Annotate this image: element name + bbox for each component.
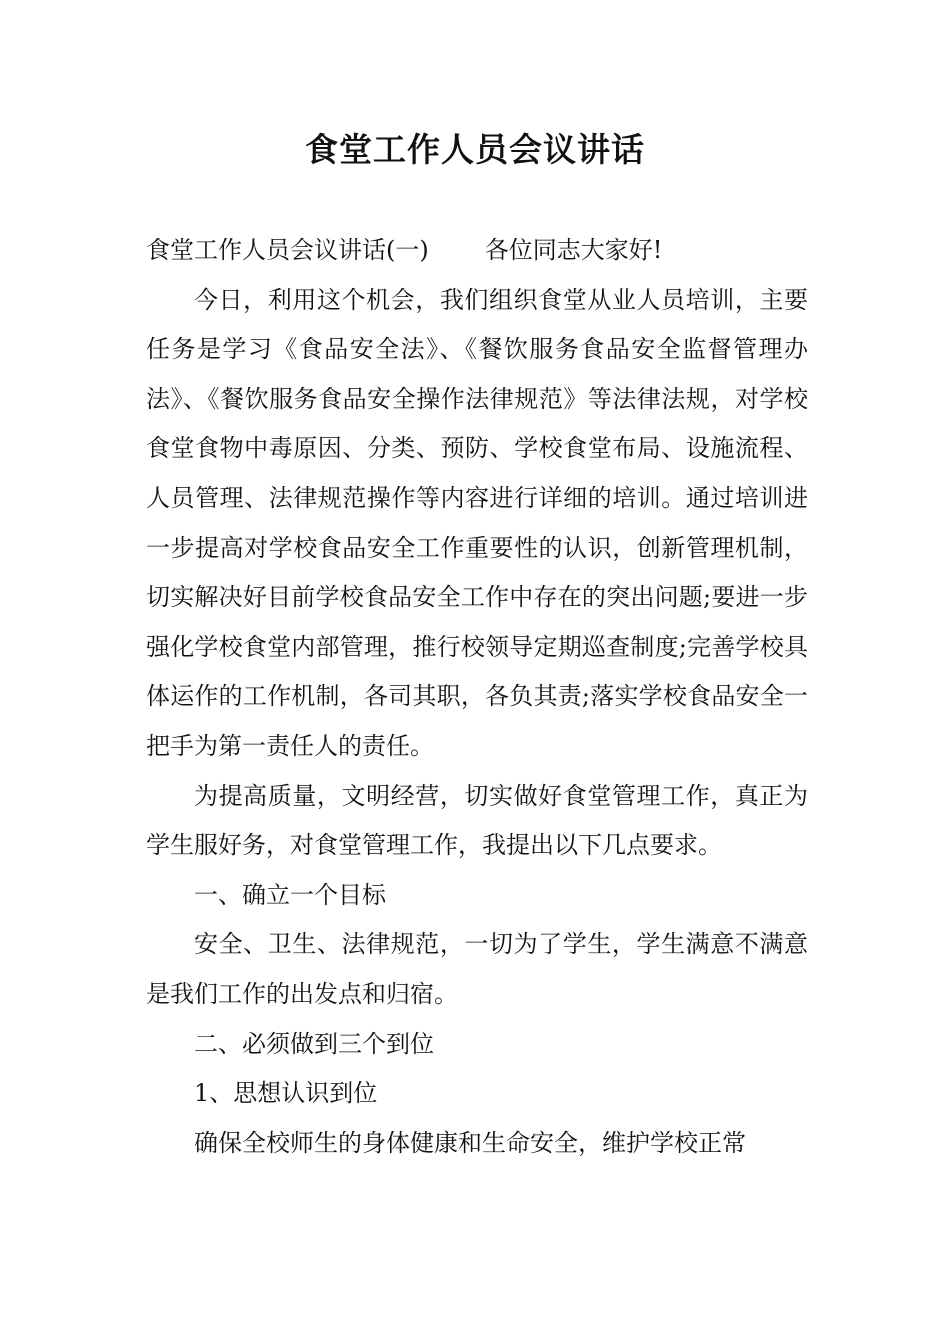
section-heading-goal: 一、确立一个目标 xyxy=(194,880,386,909)
greeting: 各位同志大家好! xyxy=(484,236,663,264)
paragraph-training: 今日，利用这个机会，我们组织食堂从业人员培训，主要任务是学习《食品安全法》、《餐饮服务食品安全监督管理办法》、《餐饮服务食品安全操作法律规范》等法律法规，对学校食堂食物中毒原因、分类、预防、学校食堂布局、设施流程、人员管理、法律规范操作等内容进行详细的培训。通过培训进一步提高对学校食品安全工作重要性的认识，创新管理机制，切实解决好目前学校食品安全工作中存在的突出问题;要进一步强化学校食堂内部管理，推行校领导定期巡查制度;完善学校具体运作的工作机制，各司其职，各负其责;落实学校食品安全一把手为第一责任人的责任。 xyxy=(146,285,808,760)
paragraph-goal: 安全、卫生、法律规范，一切为了学生，学生满意不满意是我们工作的出发点和归宿。 xyxy=(146,930,808,1008)
subsection-heading-thinking: 1、思想认识到位 xyxy=(194,1079,378,1108)
document-title: 食堂工作人员会议讲话 xyxy=(305,130,645,169)
intro-line xyxy=(146,226,808,276)
paragraph-requirements: 为提高质量，文明经营，切实做好食堂管理工作，真正为学生服好务，对食堂管理工作，我提出以下几点要求。 xyxy=(146,781,808,860)
paragraph-thinking: 确保全校师生的身体健康和生命安全，维护学校正常 xyxy=(194,1128,746,1157)
document-body xyxy=(146,226,808,1168)
section-heading-three: 二、必须做到三个到位 xyxy=(194,1029,434,1058)
intro-heading: 食堂工作人员会议讲话(一) xyxy=(146,236,429,264)
